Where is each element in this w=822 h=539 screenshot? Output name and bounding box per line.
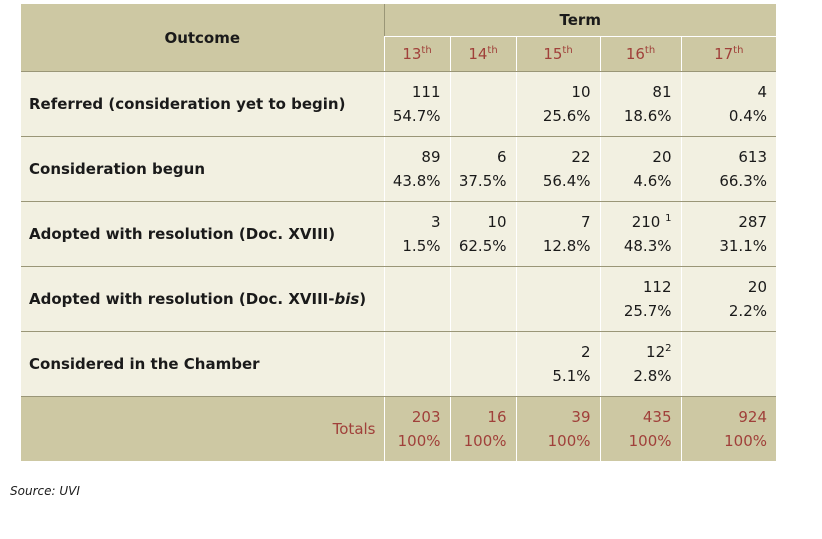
table-cell: 81 18.6%: [600, 72, 681, 137]
table-cell: 89 43.8%: [384, 137, 450, 202]
totals-cell: 435 100%: [600, 397, 681, 462]
table-cell: [516, 267, 600, 332]
table-cell: [450, 72, 516, 137]
table-cell: 10 25.6%: [516, 72, 600, 137]
source-note: Source: UVI: [10, 484, 80, 498]
footnote-marker: 1: [665, 213, 672, 224]
table-header-row: [21, 4, 776, 37]
table-cell: [450, 267, 516, 332]
table-cell: [681, 332, 776, 397]
term-col-14: 14th: [450, 37, 516, 72]
table-cell: 22 56.4%: [516, 137, 600, 202]
table-cell: [384, 332, 450, 397]
outcome-table: [21, 4, 776, 461]
footnote-marker: 2: [665, 343, 672, 354]
term-col-16: 16th: [600, 37, 681, 72]
table-row: [21, 202, 776, 267]
table-cell: 2 5.1%: [516, 332, 600, 397]
row-label: Consideration begun: [21, 137, 384, 202]
table-cell: 10 62.5%: [450, 202, 516, 267]
totals-cell: 39 100%: [516, 397, 600, 462]
table-cell: 4 0.4%: [681, 72, 776, 137]
term-col-15: 15th: [516, 37, 600, 72]
table-row: [21, 332, 776, 397]
totals-cell: 203 100%: [384, 397, 450, 462]
table-cell: [384, 267, 450, 332]
row-label: Referred (consideration yet to begin): [21, 72, 384, 137]
table-cell: 20 4.6%: [600, 137, 681, 202]
row-label: Considered in the Chamber: [21, 332, 384, 397]
table-cell: 3 1.5%: [384, 202, 450, 267]
table-cell: 112 25.7%: [600, 267, 681, 332]
totals-label: Totals: [21, 397, 384, 462]
table-row: [21, 72, 776, 137]
row-label: Adopted with resolution (Doc. XVIII-bis): [21, 267, 384, 332]
table-cell: 613 66.3%: [681, 137, 776, 202]
row-label: Adopted with resolution (Doc. XVIII): [21, 202, 384, 267]
table-cell: 6 37.5%: [450, 137, 516, 202]
table-cell: 111 54.7%: [384, 72, 450, 137]
table-cell: 7 12.8%: [516, 202, 600, 267]
totals-cell: 924 100%: [681, 397, 776, 462]
outcome-header: Outcome: [21, 4, 384, 72]
table-row: [21, 267, 776, 332]
table-cell: [450, 332, 516, 397]
totals-row: [21, 397, 776, 462]
totals-cell: 16 100%: [450, 397, 516, 462]
table-cell: 210 $^1$ 48.3%: [600, 202, 681, 267]
term-header: Term: [384, 4, 776, 37]
term-col-17: 17th: [681, 37, 776, 72]
term-col-13: 13th: [384, 37, 450, 72]
table-cell: $12^2$ 2.8%: [600, 332, 681, 397]
table-cell: 20 2.2%: [681, 267, 776, 332]
table-cell: 287 31.1%: [681, 202, 776, 267]
table-row: [21, 137, 776, 202]
